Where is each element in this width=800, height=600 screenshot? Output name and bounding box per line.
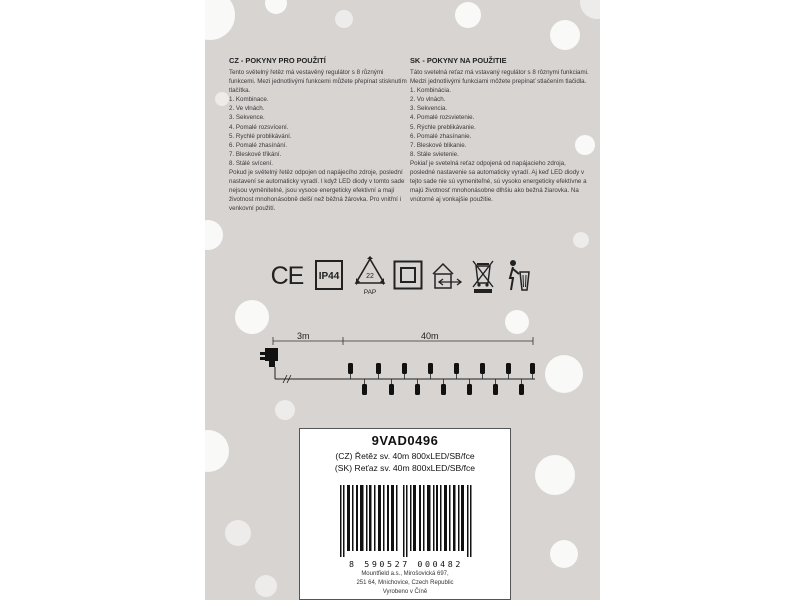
sk-mode: 7. Bleskové blikanie. (410, 141, 467, 149)
barcode (340, 485, 472, 557)
sk-product-name: (SK) Reťaz sv. 40m 800xLED/SB/fce (334, 463, 476, 473)
lead-length-label: 3m (297, 331, 310, 341)
ce-mark-text: CE (270, 262, 304, 288)
sk-mode: 2. Vo vlnách. (410, 96, 446, 104)
bokeh-dot (455, 2, 481, 28)
barcode-number: 8 590527 000482 (349, 559, 463, 569)
sk-instructions (410, 56, 590, 204)
bokeh-dot (225, 520, 251, 546)
cz-intro: Tento světelný řetěz má vestavěný regulátor s 8 různými funkcemi. Mezi jednotlivými funkcemi můžete přepínat stisknutím tlačítka. (229, 69, 407, 95)
recycle-code: PAP (363, 289, 377, 296)
cz-note: Pokud je světelný řetěz odpojen od napájecího zdroje, poslední nastavení se automaticky vyradí. I když LED diody v tomto sade nejsou vyměnitelné, jsou vysoce energeticky efektivní a mají životnost mnohonásobně delší než běžná žárovka. Pro vnitřní i venkovní použití. (229, 169, 405, 213)
product-code: 9VAD0496 (371, 433, 439, 448)
cz-heading: CZ - POKYNY PRO POUŽITÍ (229, 56, 326, 65)
bokeh-dot (550, 540, 578, 568)
bokeh-dot (573, 232, 589, 248)
cz-mode: 8. Stálé svícení. (229, 159, 274, 167)
ip44-icon (315, 260, 343, 295)
indoor-outdoor-icon (429, 258, 463, 297)
country-of-origin: Vyrobeno v Číně (382, 589, 428, 595)
sk-heading: SK - POKYNY NA POUŽITIE (410, 56, 507, 65)
cz-product-name: (CZ) Řetěz sv. 40m 800xLED/SB/fce (335, 451, 475, 461)
ce-mark-icon (267, 262, 307, 293)
weee-bin-icon (470, 256, 496, 299)
recycle-icon (353, 256, 387, 303)
bokeh-dot (255, 575, 277, 597)
cz-mode: 7. Bleskové třikání. (229, 150, 282, 158)
sk-mode: 8. Stále svietenie. (410, 150, 459, 158)
cz-mode: 5. Rychlé problikávání. (229, 132, 292, 140)
chain-length-label: 40m (421, 331, 439, 341)
cz-mode: 4. Pomalé rozsvícení. (229, 123, 289, 131)
double-insulation-icon (393, 260, 423, 295)
sk-mode: 1. Kombinácia. (410, 87, 451, 95)
bokeh-dot (335, 10, 353, 28)
manufacturer-city: 251 64, Mnichovice, Czech Republic (356, 580, 454, 586)
sk-intro: Táto svetelná reťaz má vstavaný regulátor s 8 rôznymi funkciami. Medzi jednotlivými funkciami môžete prepínať stlačením tlačidla. (410, 69, 589, 86)
sk-mode: 3. Sekvencia. (410, 105, 448, 113)
bokeh-dot (550, 20, 580, 50)
bokeh-dot (205, 220, 223, 250)
sk-note: Pokiaľ je svetelná reťaz odpojená od napájacieho zdroja, posledné nastavenie sa automaticky vyradí. Aj keď LED diody v tejto sade nie sú vymeniteľné, sú vysoko energeticky efektívne a majú životnosť mnohonásobne dlhšiu ako bežná žiarovka. Na vnútorné aj vonkajšie použitie. (410, 159, 587, 204)
sk-mode: 4. Pomalé rozsvietenie. (410, 114, 475, 122)
cz-mode: 2. Ve vlnách. (229, 105, 265, 113)
packaging-card (205, 0, 600, 600)
bokeh-dot (205, 430, 229, 472)
bokeh-dot (580, 0, 600, 19)
certification-symbols (205, 256, 600, 300)
sk-mode: 5. Rýchle preblikávanie. (410, 123, 476, 131)
bokeh-dot (215, 92, 229, 106)
cz-mode: 1. Kombinace. (229, 96, 269, 104)
manufacturer-address: Mountfield a.s., Mirošovická 697, (361, 571, 449, 577)
bokeh-dot (535, 455, 575, 495)
sk-mode: 6. Pomalé zhasínanie. (410, 132, 472, 140)
recycle-number: 22 (366, 273, 374, 280)
chain-diagram (205, 325, 600, 405)
cz-mode: 3. Sekvence. (229, 114, 265, 122)
tidyman-icon (505, 258, 531, 299)
power-adapter-icon (260, 348, 278, 367)
bokeh-dot (265, 0, 287, 14)
cz-mode: 6. Pomalé zhasínání. (229, 141, 288, 149)
ip44-text: IP44 (318, 271, 340, 282)
cz-instructions (229, 56, 409, 214)
product-label (299, 428, 511, 600)
bokeh-dot (205, 0, 235, 40)
